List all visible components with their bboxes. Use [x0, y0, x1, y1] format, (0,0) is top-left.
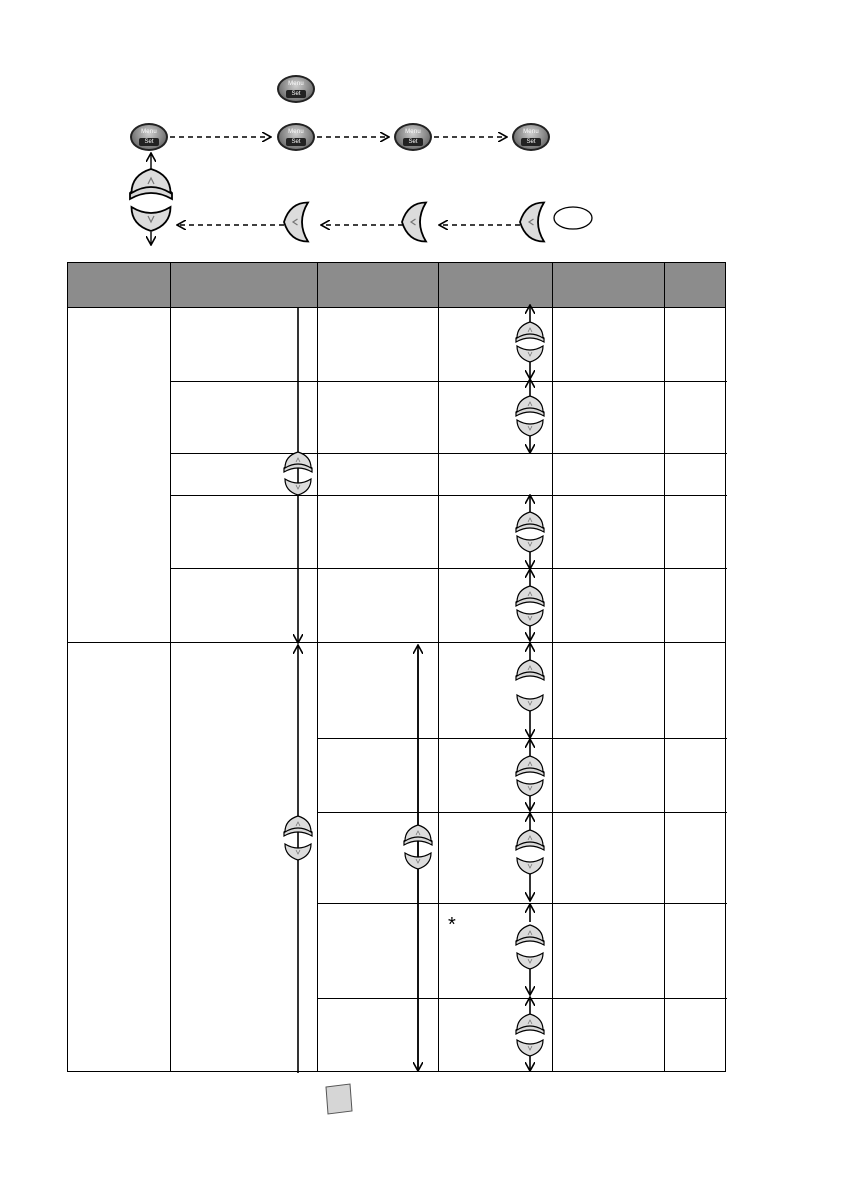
set-label: Set	[403, 138, 423, 146]
set-label: Set	[521, 138, 541, 146]
set-label: Set	[139, 138, 159, 146]
menu-label: Menu	[288, 129, 304, 135]
set-label: Set	[286, 90, 306, 98]
menu-label: Menu	[141, 129, 157, 135]
menu-label: Menu	[405, 129, 421, 135]
page-tab-icon	[326, 1084, 352, 1114]
default-marker: *	[448, 914, 456, 936]
set-label: Set	[286, 138, 306, 146]
menu-label: Menu	[288, 81, 304, 87]
row-arrows	[516, 306, 544, 1070]
menu-label: Menu	[523, 129, 539, 135]
